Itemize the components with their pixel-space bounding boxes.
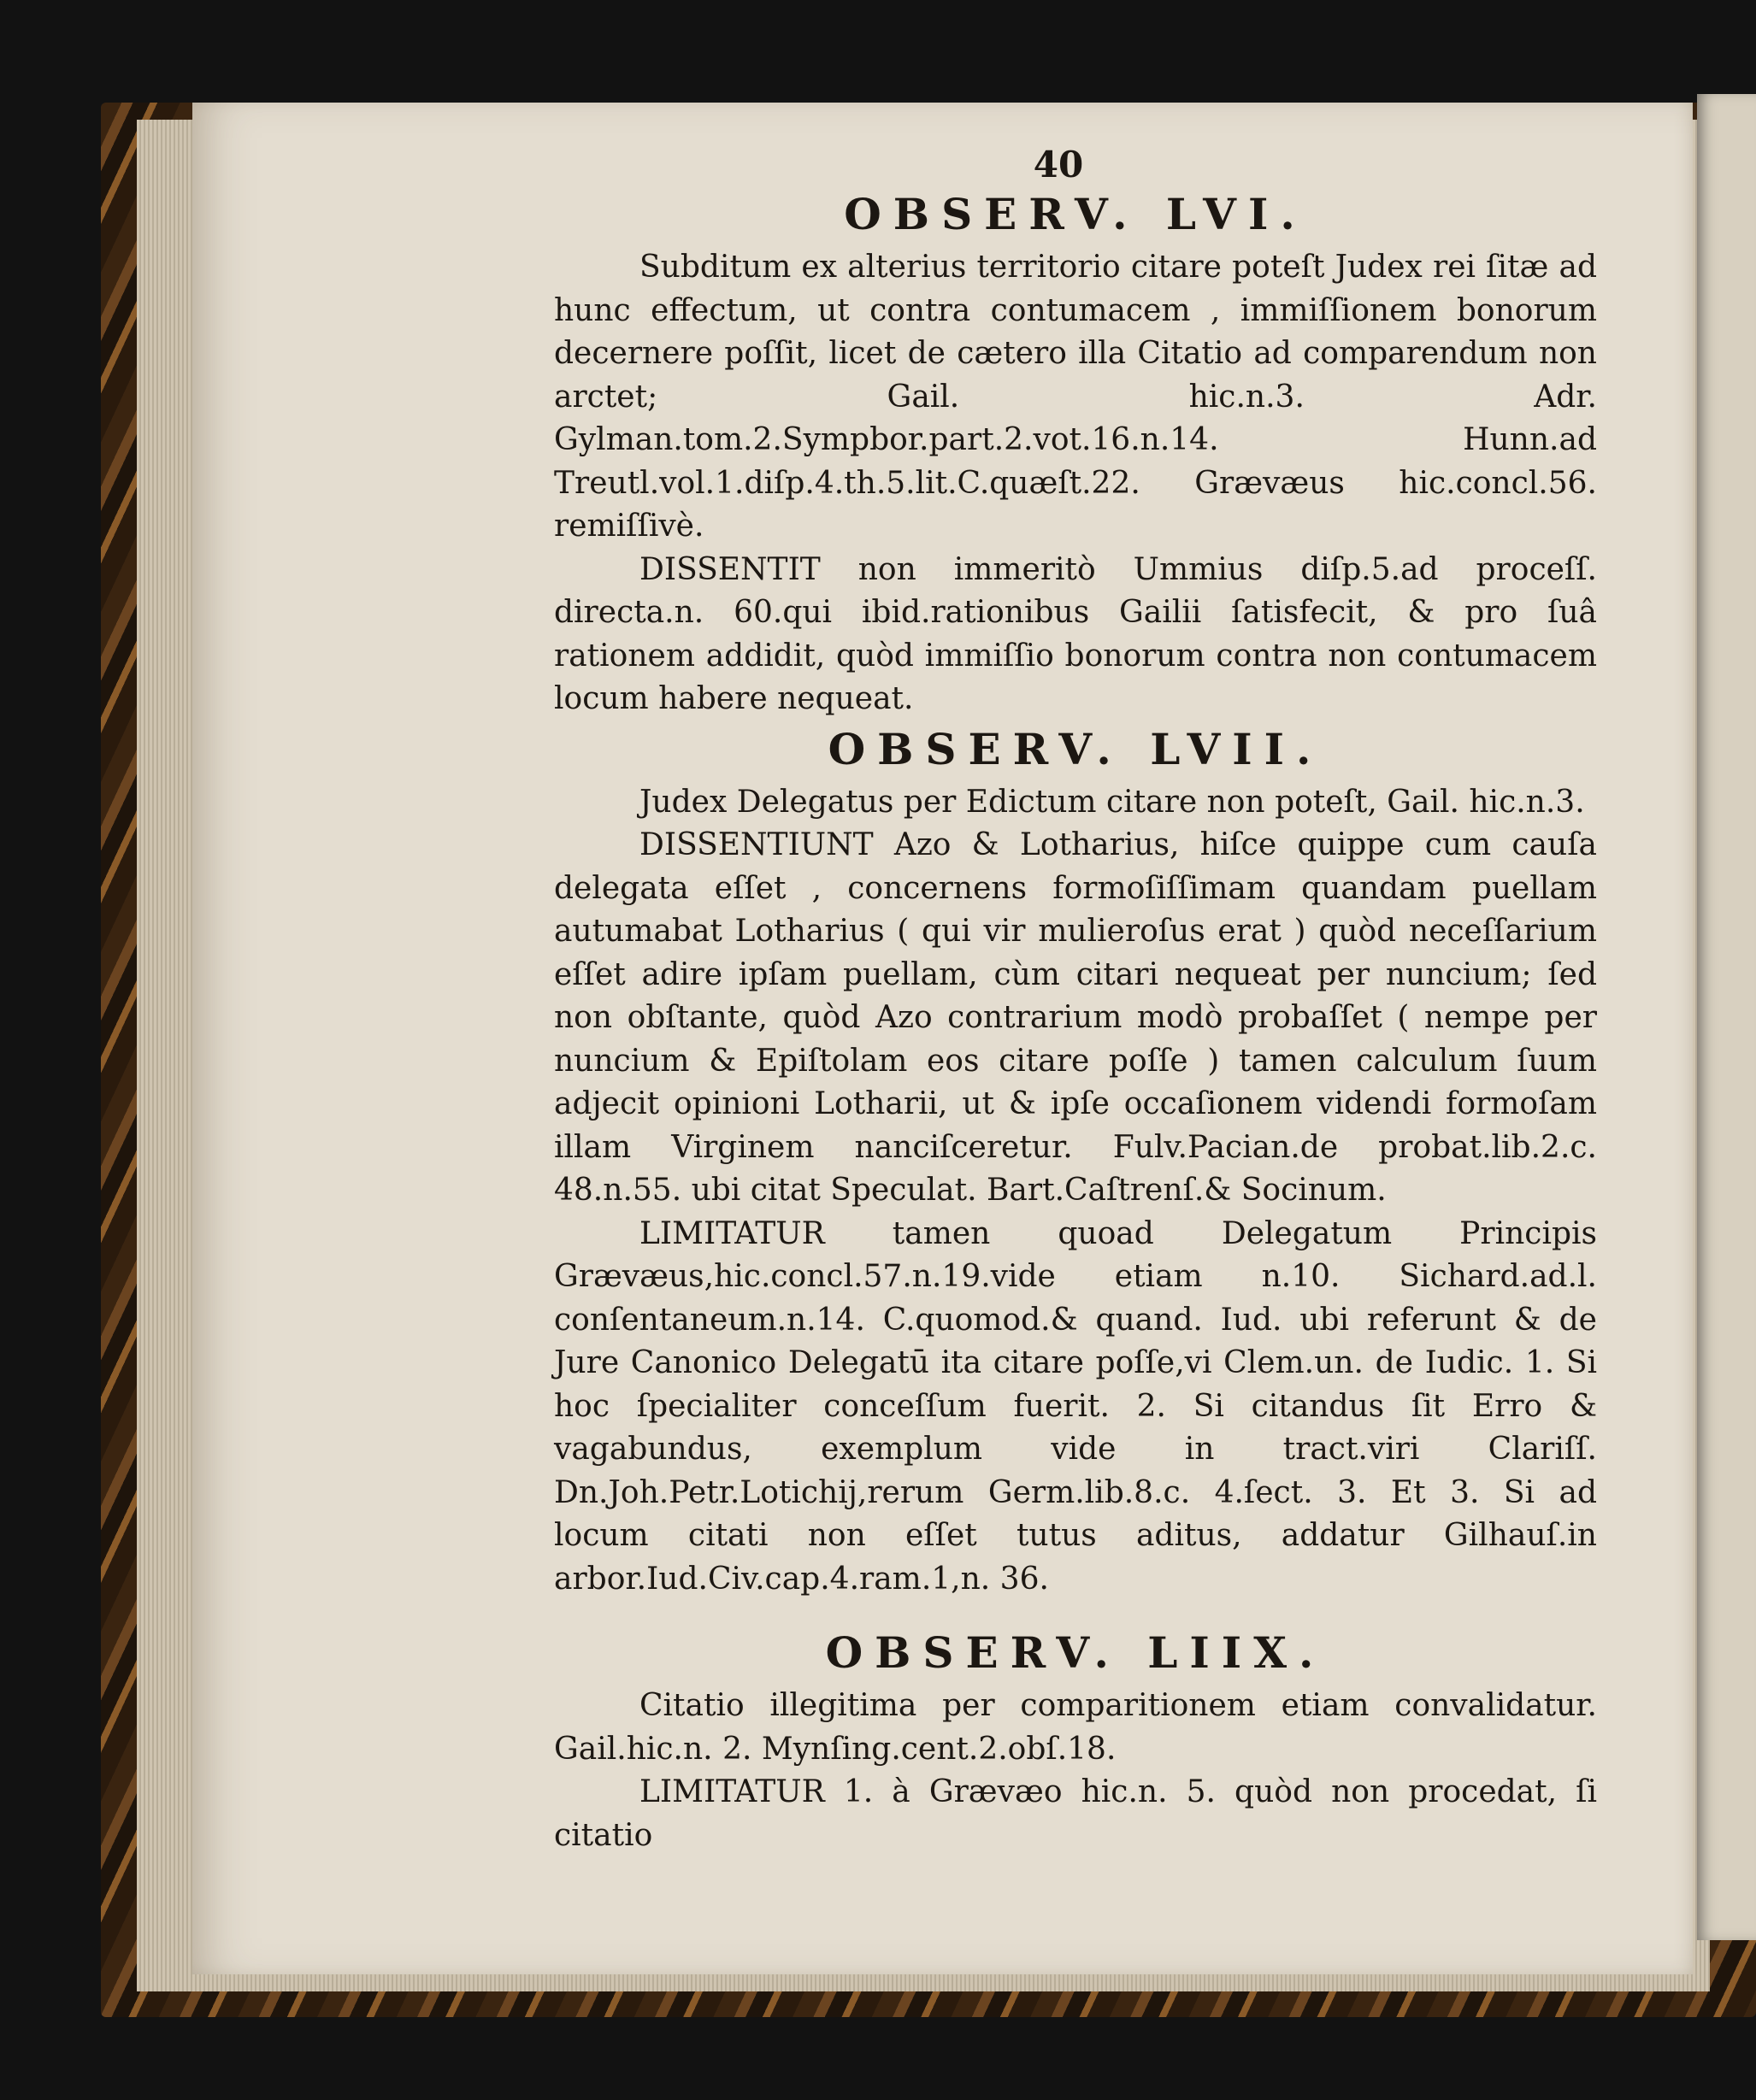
section-observ-57 (554, 723, 1597, 1602)
section-gap (554, 1601, 1597, 1625)
facing-page-edge (1697, 94, 1756, 1940)
page-number: 40 (1033, 144, 1084, 185)
page-text (554, 144, 1597, 1857)
paragraph: LIMITATUR tamen quoad Delegatum Principis Grævæus,hic.concl.57.n.19.vide etiam n.10. Sichard.ad.l. conſentaneum.n.14. C.quomod.& quand. Iud. ubi referunt & de Jure Canonico Delegatū ita citare poſſe,vi Clem.un. de Iudic. 1. Si hoc ſpecialiter conceſſum fuerit. 2. Si citandus ſit Erro & vagabundus, exemplum vide in tract.viri Clariſſ. Dn.Joh.Petr.Lotichij,rerum Germ.lib.8.c. 4.ſect. 3. Et 3. Si ad locum citati non eſſet tutus aditus, addatur Gilhauſ.in arbor.Iud.Civ.cap.4.ram.1,n. 36. (554, 1215, 1597, 1597)
section-observ-58 (554, 1626, 1597, 1857)
paragraph: DISSENTIUNT Azo & Lotharius, hiſce quippe cum cauſa delegata eſſet , concernens formoſiſſimam quandam puellam autumabat Lotharius ( qui vir mulieroſus erat ) quòd neceſſarium eſſet adire ipſam puellam, cùm citari nequeat per nuncium; ſed non obſtante, quòd Azo contrarium modò probaſſet ( nempe per nuncium & Epiſtolam eos citare poſſe ) tamen calculum ſuum adjecit opinioni Lotharii, ut & ipſe occaſionem videndi formoſam illam Virginem nanciſceretur. Fulv.Pacian.de probat.lib.2.c. 48.n.55. ubi citat Speculat. Bart.Caſtrenſ.& Socinum. (554, 827, 1597, 1208)
paragraph: Citatio illegitima per comparitionem etiam convalidatur. Gail.hic.n. 2. Mynſing.cent.2.obſ.18. (554, 1688, 1597, 1767)
paragraph: Subditum ex alterius territorio citare poteſt Judex rei ſitæ ad hunc effectum, ut contra contumacem , immiſſionem bonorum decernere poſſit, licet de cætero illa Citatio ad comparendum non arctet; Gail. hic.n.3. Adr. Gylman.tom.2.Sympbor.part.2.vot.16.n.14. Hunn.ad Treutl.vol.1.diſp.4.th.5.lit.C.quæſt.22. Grævæus hic.concl.56. remiſſivè. (554, 250, 1597, 544)
section-heading: OBSERV. LVI. (844, 189, 1307, 239)
paragraph: DISSENTIT non immeritò Ummius diſp.5.ad proceſſ. directa.n. 60.qui ibid.rationibus Gailii ſatisfecit, & pro ſuâ rationem addidit, quòd immiſſio bonorum contra non contumacem locum habere nequeat. (554, 551, 1597, 716)
paragraph: Judex Delegatus per Edictum citare non poteſt, Gail. hic.n.3. (639, 784, 1585, 820)
section-heading: OBSERV. LIIX. (825, 1627, 1326, 1678)
section-heading: OBSERV. LVII. (828, 723, 1323, 774)
section-observ-56 (554, 188, 1597, 721)
paragraph: LIMITATUR 1. à Grævæo hic.n. 5. quòd non procedat, ſi citatio (554, 1774, 1597, 1853)
